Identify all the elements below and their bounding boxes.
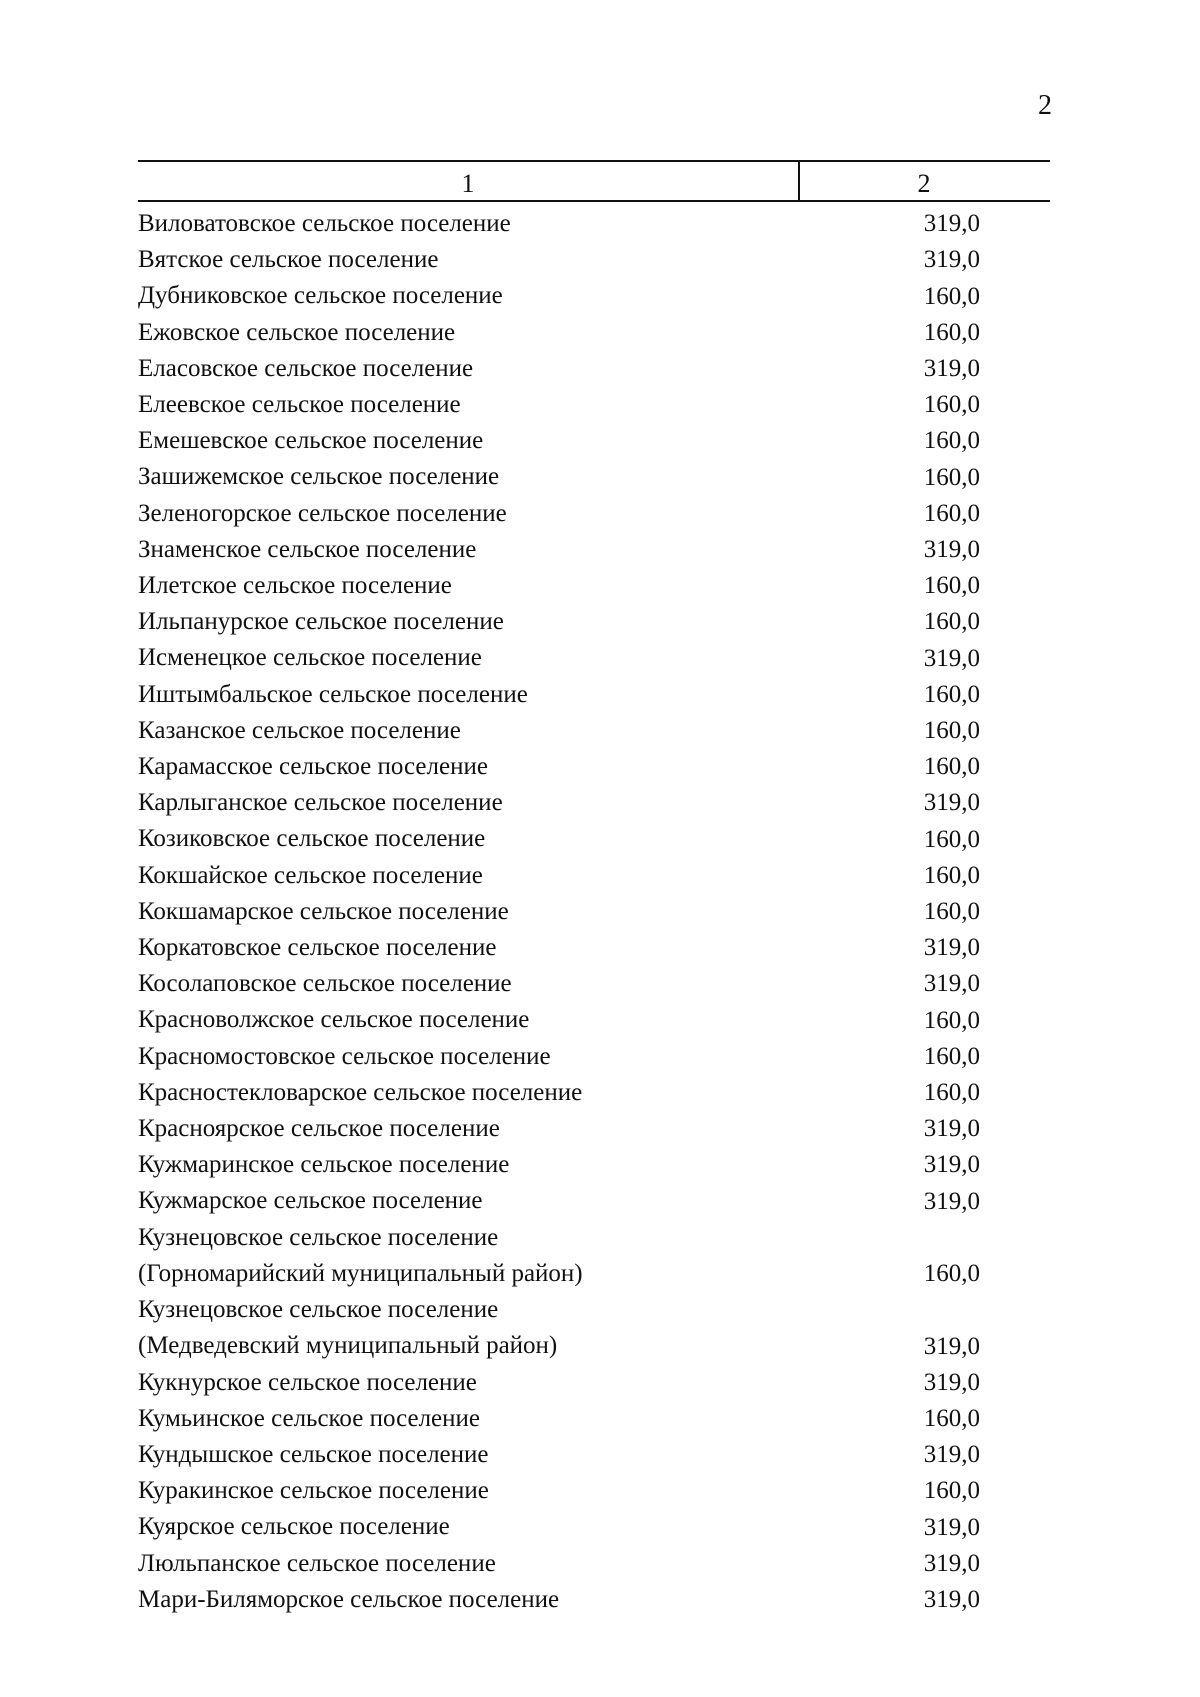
table-row xyxy=(138,821,1050,857)
column-header-1: 1 xyxy=(138,162,800,200)
allocation-value: 160,0 xyxy=(923,318,980,346)
allocation-value: 160,0 xyxy=(923,717,980,745)
table-row xyxy=(138,1111,1050,1147)
settlement-name: Мари-Биляморское сельское поселение xyxy=(138,1585,560,1613)
settlement-name: Ильпанурское сельское поселение xyxy=(138,608,504,636)
table-row xyxy=(138,1183,1050,1219)
table-row xyxy=(138,242,1050,278)
settlement-name: Еласовское сельское поселение xyxy=(138,354,474,382)
settlement-name: Илетское сельское поселение xyxy=(138,572,452,600)
settlement-name: Знаменское сельское поселение xyxy=(138,535,477,563)
table-row xyxy=(138,278,1050,314)
table-row xyxy=(138,568,1050,604)
allocation-value: 160,0 xyxy=(923,898,980,926)
allocation-table xyxy=(138,160,1050,1618)
table-row xyxy=(138,894,1050,930)
allocation-value: 319,0 xyxy=(923,644,980,672)
table-row xyxy=(138,1220,1050,1292)
table-row xyxy=(138,1582,1050,1618)
allocation-value: 160,0 xyxy=(923,1477,980,1505)
settlement-name: Кумьинское сельское поселение xyxy=(138,1404,480,1432)
settlement-name: Вятское сельское поселение xyxy=(138,246,439,274)
table-row xyxy=(138,496,1050,532)
settlement-name: Куярское сельское поселение xyxy=(138,1513,450,1541)
settlement-name: Кужмарское сельское поселение xyxy=(138,1187,483,1215)
allocation-value: 319,0 xyxy=(923,1585,980,1613)
table-row xyxy=(138,966,1050,1002)
column-header-2: 2 xyxy=(917,169,931,198)
allocation-value: 160,0 xyxy=(923,282,980,310)
allocation-value: 160,0 xyxy=(923,1079,980,1107)
table-row xyxy=(138,1546,1050,1582)
settlement-name: Емешевское сельское поселение xyxy=(138,427,484,455)
settlement-name: Кокшамарское сельское поселение xyxy=(138,897,509,925)
allocation-value: 319,0 xyxy=(923,1368,980,1396)
settlement-name: Кукнурское сельское поселение xyxy=(138,1368,477,1396)
allocation-value: 319,0 xyxy=(923,1115,980,1143)
settlement-name: Кузнецовское сельское поселение xyxy=(138,1296,499,1324)
settlement-name: Зашижемское сельское поселение xyxy=(138,463,500,491)
settlement-name: Ежовское сельское поселение xyxy=(138,318,456,346)
table-row xyxy=(138,1437,1050,1473)
allocation-value: 160,0 xyxy=(923,680,980,708)
allocation-value: 319,0 xyxy=(923,1187,980,1215)
settlement-name: Кужмаринское сельское поселение xyxy=(138,1151,510,1179)
table-row xyxy=(138,749,1050,785)
allocation-value: 319,0 xyxy=(923,934,980,962)
table-body xyxy=(138,206,1050,1618)
table-row xyxy=(138,677,1050,713)
table-row xyxy=(138,1075,1050,1111)
allocation-value: 319,0 xyxy=(923,789,980,817)
allocation-value: 319,0 xyxy=(923,1441,980,1469)
settlement-name: Кокшайское сельское поселение xyxy=(138,861,483,889)
table-row xyxy=(138,785,1050,821)
settlement-name: Карлыганское сельское поселение xyxy=(138,789,503,817)
table-row xyxy=(138,640,1050,676)
settlement-name: Люльпанское сельское поселение xyxy=(138,1549,496,1577)
settlement-name: Коркатовское сельское поселение xyxy=(138,934,497,962)
table-row xyxy=(138,1401,1050,1437)
table-header xyxy=(138,160,1050,202)
allocation-value: 160,0 xyxy=(923,1042,980,1070)
table-row xyxy=(138,713,1050,749)
table-row xyxy=(138,315,1050,351)
table-row xyxy=(138,1365,1050,1401)
table-row xyxy=(138,351,1050,387)
allocation-value: 319,0 xyxy=(923,1549,980,1577)
settlement-district: (Горномарийский муниципальный район) xyxy=(138,1259,583,1287)
allocation-value: 319,0 xyxy=(923,246,980,274)
settlement-name: Козиковское сельское поселение xyxy=(138,825,486,853)
settlement-name: Красностекловарское сельское поселение xyxy=(138,1078,583,1106)
allocation-value: 160,0 xyxy=(923,825,980,853)
settlement-district: (Медведевский муниципальный район) xyxy=(138,1332,558,1360)
table-row xyxy=(138,206,1050,242)
allocation-value: 319,0 xyxy=(923,1513,980,1541)
allocation-value: 319,0 xyxy=(923,1332,980,1360)
allocation-value: 319,0 xyxy=(923,355,980,383)
allocation-value: 319,0 xyxy=(923,536,980,564)
table-row xyxy=(138,387,1050,423)
settlement-name: Елеевское сельское поселение xyxy=(138,391,461,419)
settlement-name: Казанское сельское поселение xyxy=(138,716,461,744)
allocation-value: 160,0 xyxy=(923,1006,980,1034)
settlement-name: Кундышское сельское поселение xyxy=(138,1440,489,1468)
page-number: 2 xyxy=(1038,90,1052,121)
settlement-name: Косолаповское сельское поселение xyxy=(138,970,512,998)
table-row xyxy=(138,1147,1050,1183)
settlement-name: Виловатовское сельское поселение xyxy=(138,210,511,237)
allocation-value: 319,0 xyxy=(923,210,980,238)
allocation-value: 160,0 xyxy=(923,427,980,455)
allocation-value: 160,0 xyxy=(923,1260,980,1288)
table-row xyxy=(138,1292,1050,1364)
table-row xyxy=(138,930,1050,966)
table-row xyxy=(138,604,1050,640)
settlement-name: Кузнецовское сельское поселение xyxy=(138,1223,499,1251)
settlement-name: Красноволжское сельское поселение xyxy=(138,1006,530,1034)
table-row xyxy=(138,423,1050,459)
allocation-value: 160,0 xyxy=(923,463,980,491)
settlement-name: Исменецкое сельское поселение xyxy=(138,644,482,672)
allocation-value: 160,0 xyxy=(923,391,980,419)
settlement-name: Красноярское сельское поселение xyxy=(138,1115,500,1143)
settlement-name: Иштымбальское сельское поселение xyxy=(138,680,528,708)
settlement-name: Зеленогорское сельское поселение xyxy=(138,499,507,527)
allocation-value: 160,0 xyxy=(923,1404,980,1432)
settlement-name: Куракинское сельское поселение xyxy=(138,1477,489,1505)
table-row xyxy=(138,1509,1050,1545)
settlement-name: Карамасское сельское поселение xyxy=(138,753,488,781)
table-row xyxy=(138,1473,1050,1509)
table-row xyxy=(138,1039,1050,1075)
table-row xyxy=(138,532,1050,568)
table-row xyxy=(138,858,1050,894)
settlement-name: Красномостовское сельское поселение xyxy=(138,1042,551,1070)
allocation-value: 160,0 xyxy=(923,572,980,600)
table-row xyxy=(138,459,1050,495)
allocation-value: 319,0 xyxy=(923,970,980,998)
allocation-value: 160,0 xyxy=(923,753,980,781)
allocation-value: 160,0 xyxy=(923,608,980,636)
allocation-value: 160,0 xyxy=(923,499,980,527)
allocation-value: 160,0 xyxy=(923,861,980,889)
allocation-value: 319,0 xyxy=(923,1151,980,1179)
settlement-name: Дубниковское сельское поселение xyxy=(138,282,503,310)
table-row xyxy=(138,1002,1050,1038)
